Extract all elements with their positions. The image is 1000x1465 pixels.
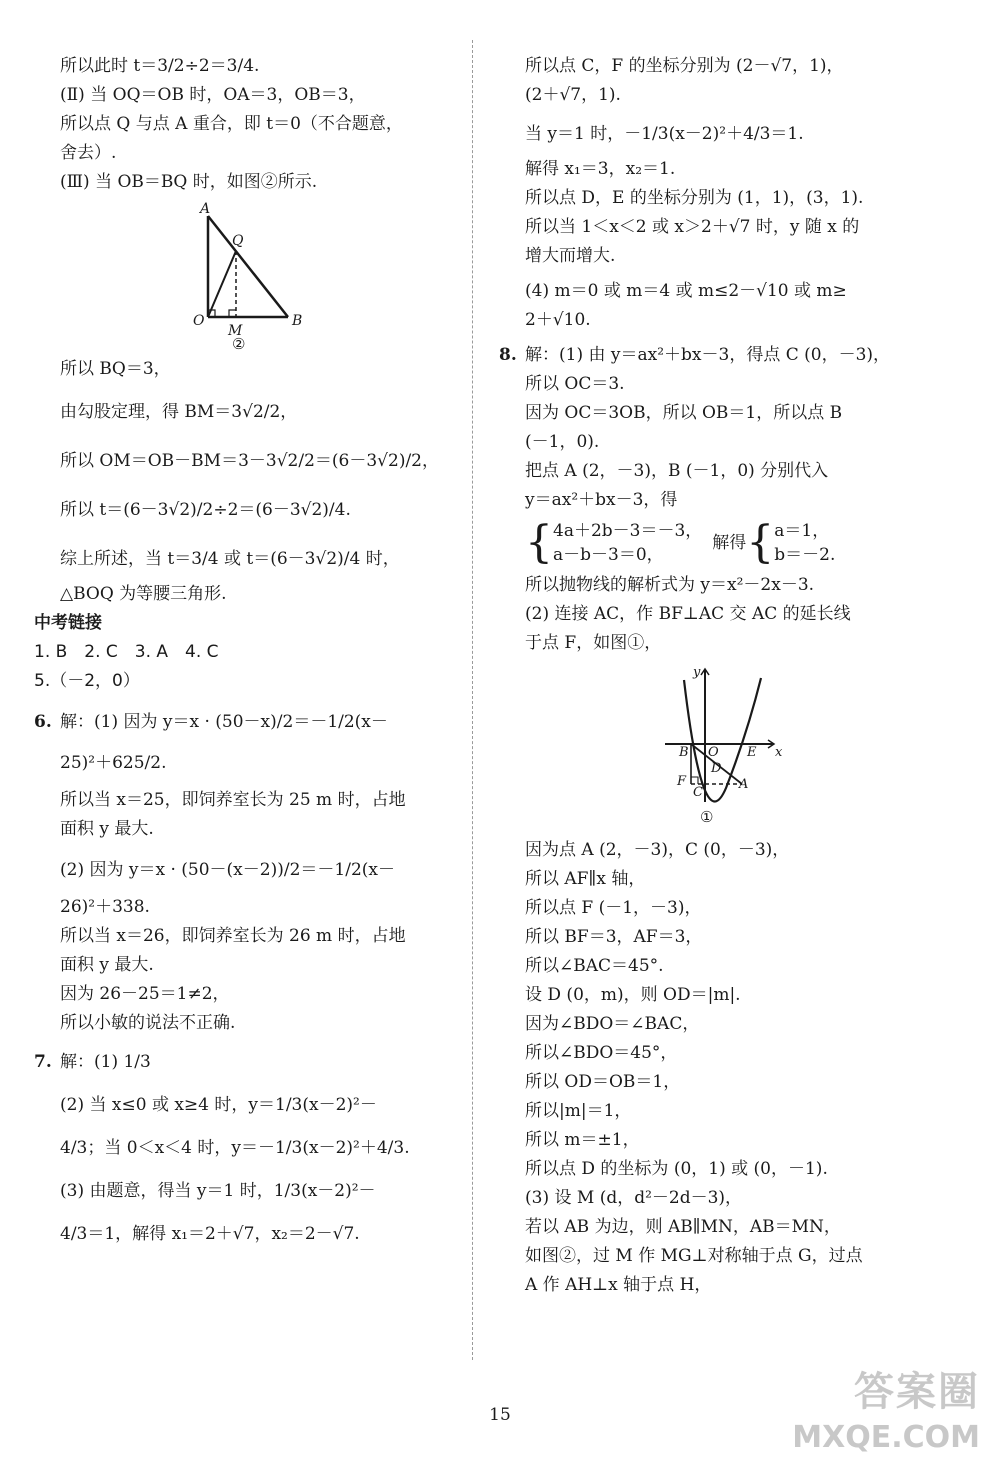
text-line: 25)²＋625/2. [60,753,167,773]
text-line: 所以 OD＝OB＝1， [525,1072,681,1092]
left-column [34,52,460,1249]
text-line: 4/3；当 0＜x＜4 时，y＝－1/3(x－2)²＋4/3. [60,1138,410,1158]
label-O: O [193,313,205,329]
label-A: A [200,201,211,217]
text-line: 所以∠BAC＝45°. [525,956,664,976]
label-O: O [708,745,719,760]
text-line: △BOQ 为等腰三角形. [60,584,227,604]
text-line: (2) 当 x≤0 或 x≥4 时，y＝1/3(x－2)²－ [60,1095,377,1115]
text-line: (3) 设 M (d，d²－2d－3)， [525,1188,743,1208]
left-brace: { [746,517,775,568]
section-heading: 中考链接 [34,613,102,633]
text-line: 解得 x₁＝3，x₂＝1. [525,159,676,179]
text-line: 如图②，过 M 作 MG⊥对称轴于点 G，过点 [525,1246,863,1266]
text-line: 因为点 A (2，－3)，C (0，－3)， [525,840,790,860]
text-line: 舍去）. [60,143,117,163]
label-A: A [739,777,749,792]
text-line: 综上所述，当 t＝3/4 或 t＝(6－3√2)/4 时， [60,549,400,569]
text-line: 所以点 D 的坐标为 (0，1) 或 (0，－1). [525,1159,828,1179]
text-line: 增大而增大. [525,246,616,266]
text-line: 当 y＝1 时，－1/3(x－2)²＋4/3＝1. [525,124,804,144]
text-line: 解：(1) 1/3 [60,1052,151,1072]
text-line: 所以 m＝±1， [525,1130,640,1150]
equation-line: 4a＋2b－3＝－3， [553,521,703,541]
problem-6 [34,708,460,737]
column-divider [472,40,473,1360]
text-line: 解：(1) 因为 y＝x · (50－x)/2＝－1/2(x－ [60,712,388,732]
text-line: 所以|m|＝1， [525,1101,632,1121]
left-brace: { [525,517,553,568]
text-line: 所以 BF＝3，AF＝3， [525,927,703,947]
text-line: 若以 AB 为边，则 AB∥MN，AB＝MN， [525,1217,841,1237]
text-line: (Ⅲ) 当 OB＝BQ 时，如图②所示. [60,172,318,192]
problem-number: 8. [499,345,517,365]
text-line: y＝ax²＋bx－3，得 [525,490,678,510]
text-line: 由勾股定理，得 BM＝3√2/2， [60,402,298,422]
triangle-figure-2 [60,201,460,351]
text-line: 面积 y 最大. [60,819,154,839]
parabola-figure-1 [525,662,935,832]
text-line: 5.（－2，0） [34,671,140,691]
label-C: C [693,785,703,800]
page-number: 15 [489,1405,511,1425]
problem-8 [499,341,935,370]
text-line: 因为 OC＝3OB，所以 OB＝1，所以点 B [525,403,843,423]
text-line: 所以 OC＝3. [525,374,625,394]
system-equations [553,519,702,567]
label-D: D [711,761,722,776]
text-line: 所以抛物线的解析式为 y＝x²－2x－3. [525,575,815,595]
text-line: 2＋√10. [525,310,591,330]
label-M: M [228,323,243,339]
text-line: 解：(1) 由 y＝ax²＋bx－3，得点 C (0，－3)， [525,345,891,365]
text-line: 所以 OM＝OB－BM＝3－3√2/2＝(6－3√2)/2， [60,451,439,471]
text-line: 面积 y 最大. [60,955,154,975]
text-line: 4/3＝1，解得 x₁＝2＋√7，x₂＝2－√7. [60,1224,360,1244]
text-line: 所以当 1＜x＜2 或 x＞2＋√7 时，y 随 x 的 [525,217,860,237]
equation-line: b＝－2. [774,545,836,565]
equation-system [525,519,935,567]
text-line: 所以 t＝(6－3√2)/2÷2＝(6－3√2)/4. [60,500,351,520]
text-line: 于点 F，如图①， [525,633,662,653]
text-line: (－1，0). [525,432,600,452]
text-line: 1. B 2. C 3. A 4. C [34,642,219,662]
text-line: (3) 由题意，得当 y＝1 时，1/3(x－2)²－ [60,1181,376,1201]
solution-values [774,519,835,567]
text-line: 所以点 D，E 的坐标分别为 (1，1)，(3，1). [525,188,864,208]
label-x: x [775,745,783,760]
label-B: B [679,745,689,760]
text-line: 因为∠BDO＝∠BAC， [525,1014,700,1034]
text-line: A 作 AH⊥x 轴于点 H， [525,1275,712,1295]
text-line: 所以点 C，F 的坐标分别为 (2－√7，1)， [525,56,844,76]
text-line: 所以当 x＝25，即饲养室长为 25 m 时，占地 [60,790,406,810]
figure-caption: ① [700,808,714,826]
text-line: 把点 A (2，－3)，B (－1，0) 分别代入 [525,461,829,481]
text-line: 所以小敏的说法不正确. [60,1013,236,1033]
label-Q: Q [232,233,244,249]
text-line: 26)²＋338. [60,897,150,917]
text-line: 所以点 F (－1，－3)， [525,898,702,918]
text-line: (2) 连接 AC，作 BF⊥AC 交 AC 的延长线 [525,604,851,624]
problem-number: 7. [34,1052,52,1072]
text-line: (4) m＝0 或 m＝4 或 m≤2－√10 或 m≥ [525,281,847,301]
figure-caption: ② [232,335,246,351]
text-line: (Ⅱ) 当 OQ＝OB 时，OA＝3，OB＝3， [60,85,366,105]
text-line: 解得 [712,533,747,553]
text-line: 所以∠BDO＝45°， [525,1043,678,1063]
label-y: y [693,665,701,680]
label-F: F [677,774,687,789]
text-line: 所以此时 t＝3/2÷2＝3/4. [60,56,260,76]
text-line: 所以 AF∥x 轴， [525,869,646,889]
label-B: B [292,313,303,329]
text-line: 因为 26－25＝1≠2， [60,984,230,1004]
equation-line: a－b－3＝0， [553,545,664,565]
watermark-url: MXQE.COM [792,1420,980,1455]
label-E: E [747,745,757,760]
text-line: 设 D (0，m)，则 OD＝|m|. [525,985,741,1005]
text-line: (2＋√7，1). [525,85,621,105]
equation-line: a＝1， [774,521,830,541]
problem-7 [34,1048,460,1077]
text-line: (2) 因为 y＝x · (50－(x－2))/2＝－1/2(x－ [60,860,395,880]
text-line: 所以当 x＝26，即饲养室长为 26 m 时，占地 [60,926,406,946]
right-column [499,52,935,1300]
text-line: 所以点 Q 与点 A 重合，即 t＝0（不合题意， [60,114,403,134]
watermark-logo: 答案圈 [854,1369,980,1415]
problem-number: 6. [34,712,52,732]
text-line: 所以 BQ＝3， [60,359,171,379]
